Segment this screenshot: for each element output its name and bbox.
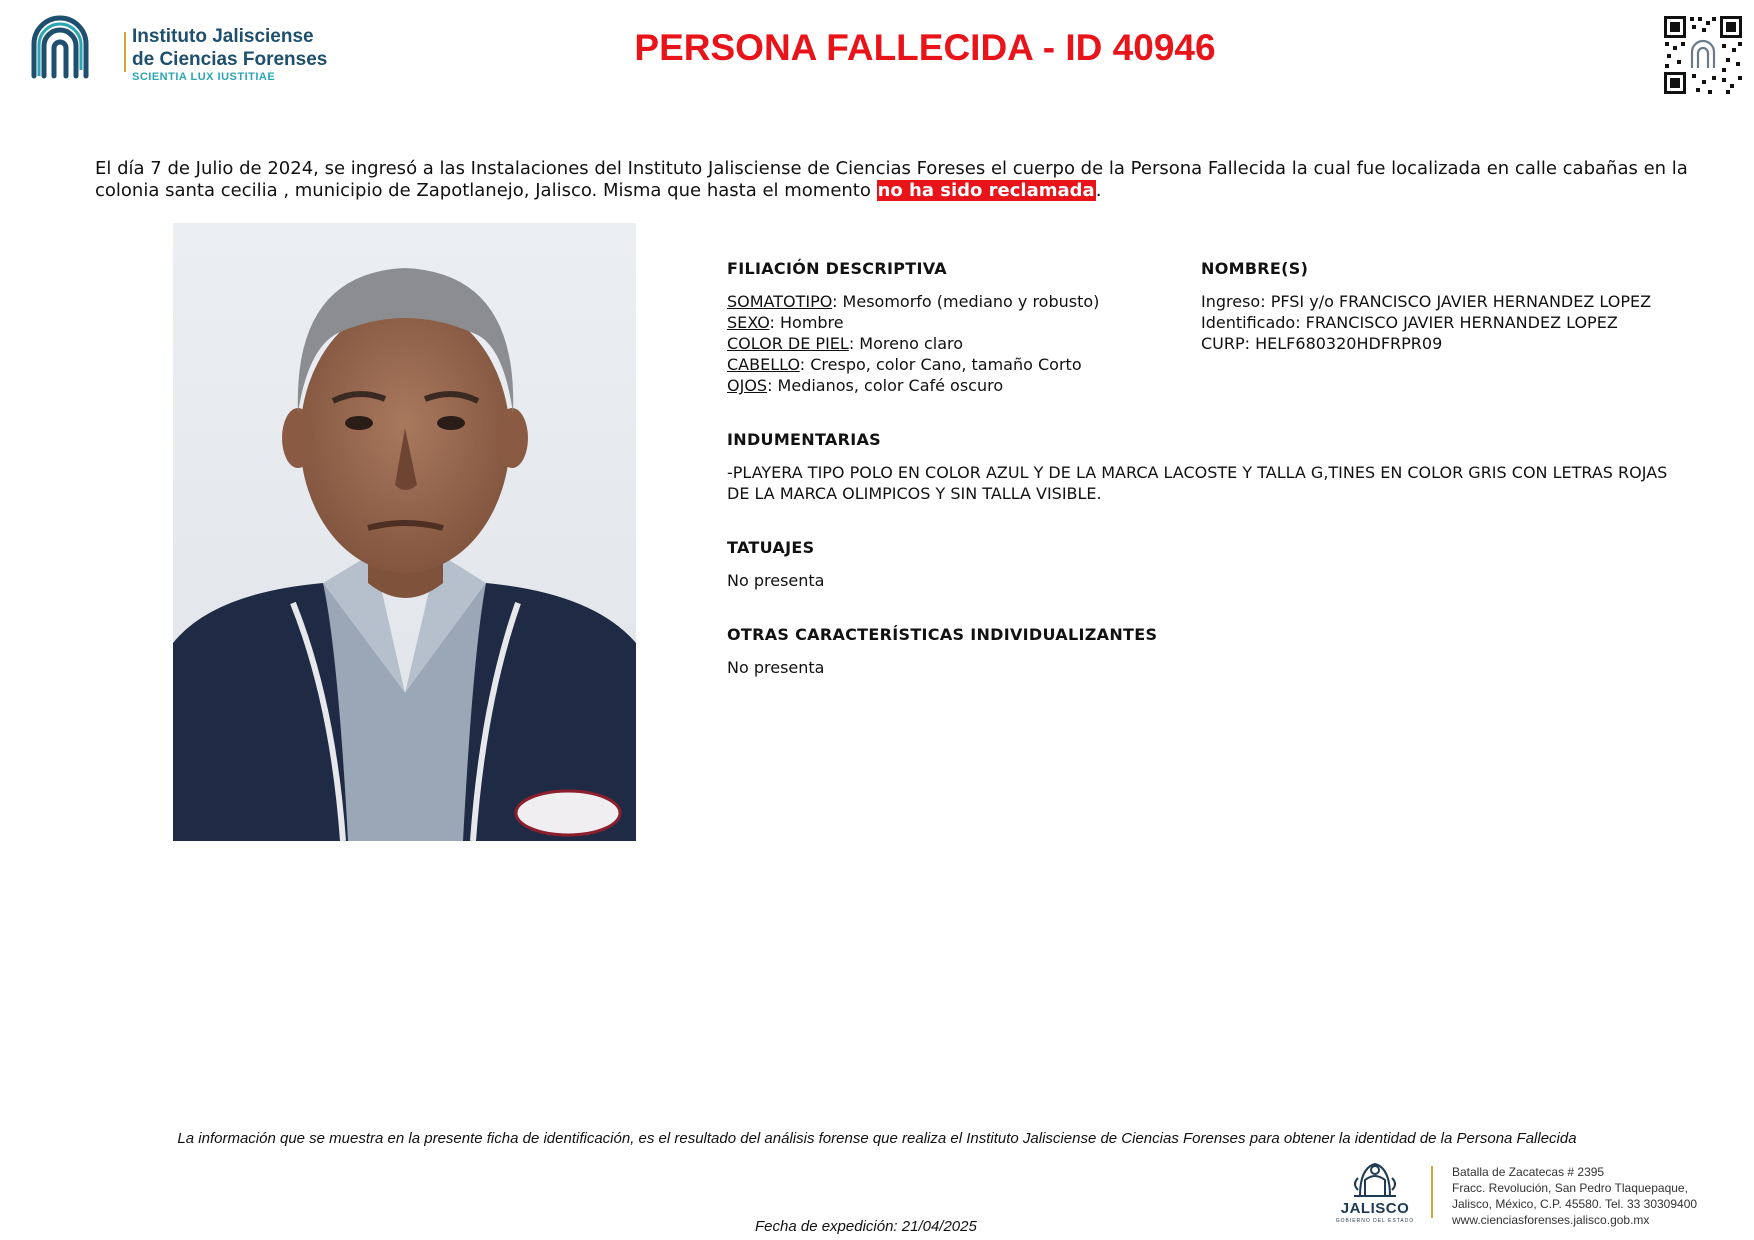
filiacion-value: : Crespo, color Cano, tamaño Corto: [799, 355, 1082, 374]
website-link[interactable]: www.cienciasforenses.jalisco.gob.mx: [1452, 1213, 1650, 1227]
filiacion-key: COLOR DE PIEL: [727, 334, 849, 353]
filiacion-item-cabello: [727, 354, 1099, 375]
filiacion-key: CABELLO: [727, 355, 800, 374]
deceased-photo: [173, 223, 636, 841]
logo-line-2: de Ciencias Forenses: [132, 49, 328, 70]
filiacion-value: : Hombre: [769, 313, 844, 332]
filiacion-key: SEXO: [727, 313, 770, 332]
tatuajes-heading: TATUAJES: [727, 538, 815, 557]
logo-line-1: Instituto Jalisciense: [132, 26, 314, 47]
page-title: PERSONA FALLECIDA - ID 40946: [634, 27, 1216, 68]
unclaimed-highlight: no ha sido reclamada: [877, 180, 1095, 201]
jalisco-emblem-icon: [1330, 1158, 1420, 1200]
issue-date: Fecha de expedición: 21/04/2025: [755, 1218, 977, 1235]
footer-divider: [1431, 1166, 1433, 1218]
qr-code: [1662, 14, 1744, 96]
address-line: Jalisco, México, C.P. 45580. Tel. 33 30309400: [1452, 1197, 1698, 1211]
filiacion-key: OJOS: [727, 376, 768, 395]
qr-code-icon: [1662, 14, 1744, 96]
tatuajes-text: No presenta: [727, 571, 825, 590]
nombre-curp: CURP: HELF680320HDFRPR09: [1201, 334, 1443, 353]
intro-end: .: [1095, 180, 1102, 201]
nombre-identificado: Identificado: FRANCISCO JAVIER HERNANDEZ LOPEZ: [1201, 313, 1618, 332]
nombres-heading: NOMBRE(S): [1201, 259, 1309, 278]
filiacion-list: [727, 291, 1099, 396]
intro-text: El día 7 de Julio de 2024, se ingresó a las Instalaciones del Instituto Jalisciense de Ciencias Foreses el cuerpo de la Persona Fallecida la cual fue localizada en calle cabañas en la colonia santa cecilia , municipio de Zapotlanejo, Jalisco. Misma que hasta el momento: [95, 158, 1688, 201]
person-photo-illustration: [173, 223, 636, 841]
indumentarias-text: -PLAYERA TIPO POLO EN COLOR AZUL Y DE LA MARCA LACOSTE Y TALLA G,TINES EN COLOR GRIS CON LETRAS ROJAS DE LA MARCA OLIMPICOS Y SIN TALLA VISIBLE.: [727, 463, 1668, 503]
filiacion-heading: FILIACIÓN DESCRIPTIVA: [727, 259, 947, 278]
filiacion-item-ojos: [727, 375, 1099, 396]
address-line: Fracc. Revolución, San Pedro Tlaquepaque,: [1452, 1181, 1688, 1195]
filiacion-item-color-piel: [727, 333, 1099, 354]
filiacion-value: : Medianos, color Café oscuro: [767, 376, 1004, 395]
otras-heading: OTRAS CARACTERÍSTICAS INDIVIDUALIZANTES: [727, 625, 1158, 644]
jalisco-logo: [1330, 1158, 1420, 1228]
nombre-ingreso: Ingreso: PFSI y/o FRANCISCO JAVIER HERNANDEZ LOPEZ: [1201, 292, 1652, 311]
filiacion-value: : Moreno claro: [848, 334, 964, 353]
address-line: Batalla de Zacatecas # 2395: [1452, 1165, 1605, 1179]
institute-address: [1452, 1164, 1697, 1228]
jalisco-subtitle: GOBIERNO DEL ESTADO: [1335, 1218, 1415, 1224]
indumentarias-heading: INDUMENTARIAS: [727, 430, 881, 449]
footer-disclaimer: La información que se muestra en la presente ficha de identificación, es el resultado del análisis forense que realiza el Instituto Jalisciense de Ciencias Forenses para obtener la identidad de la Persona Fallecida: [177, 1130, 1577, 1147]
logo-motto: SCIENTIA LUX IUSTITIAE: [132, 71, 276, 83]
filiacion-key: SOMATOTIPO: [727, 292, 833, 311]
otras-text: No presenta: [727, 658, 825, 677]
nombres-list: [1201, 291, 1671, 354]
filiacion-item-somatotipo: [727, 291, 1099, 312]
jalisco-name: JALISCO: [1340, 1200, 1410, 1217]
intro-paragraph: [95, 158, 1715, 202]
filiacion-value: : Mesomorfo (mediano y robusto): [832, 292, 1100, 311]
filiacion-item-sexo: [727, 312, 1099, 333]
